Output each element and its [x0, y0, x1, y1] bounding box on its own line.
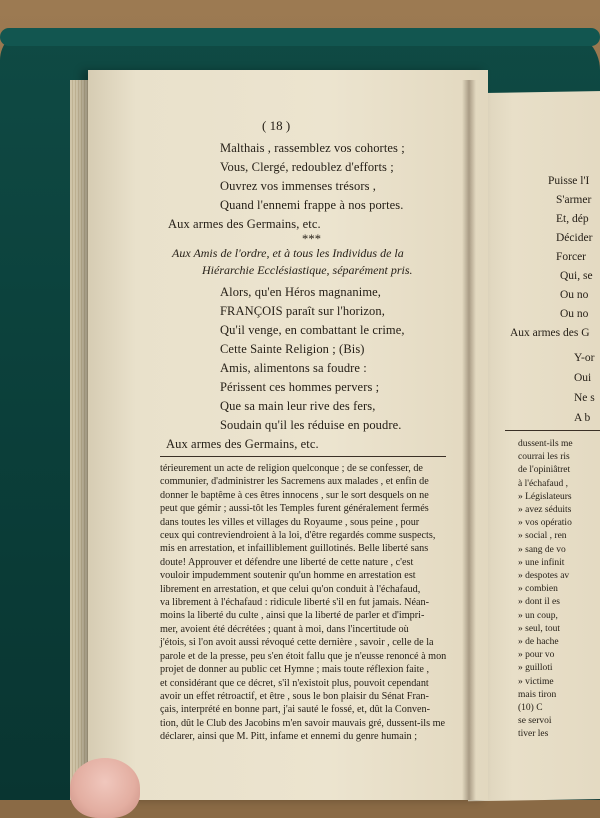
prose-line: avoir un effet rétroactif, et être , sous le bon plaisir du Sénat Fran- — [160, 690, 429, 702]
verse-line: Vous, Clergé, redoublez d'efforts ; — [220, 160, 394, 174]
prose-line: tion, dût le Club des Jacobins m'en savoir mauvais gré, dussent-ils me — [160, 717, 446, 729]
right-prose-line: » combien — [518, 584, 558, 595]
verse-line: Amis, alimentons sa foudre : — [220, 361, 367, 375]
cloth-edge — [0, 28, 600, 46]
prose-line: ceux qui contreviendroient à la loi, d'être regardés comme suspects, — [160, 530, 436, 542]
section-heading-line2: Hiérarchie Ecclésiastique, séparément pris. — [202, 263, 413, 277]
right-prose-line: » de hache — [518, 637, 559, 648]
right-prose-line: » avez séduits — [518, 505, 572, 516]
right-verse-line: Qui, se — [560, 270, 593, 282]
prose-line: çais, interprété en bonne part, j'ai sauté le fossé, et, dût la Conven- — [160, 704, 431, 716]
verse-line: Malthais , rassemblez vos cohortes ; — [220, 141, 405, 155]
verse-line: Soudain qu'il les réduise en poudre. — [220, 418, 402, 432]
right-prose-line: se servoi — [518, 716, 552, 727]
right-prose-line: » une infinit — [518, 557, 565, 568]
prose-line: j'étois, si l'on avoit aussi révoqué cette dernière , savoir , celle de la — [160, 637, 434, 649]
right-verse-line: Ne s — [574, 392, 595, 404]
footnote-prose — [160, 462, 446, 744]
asterism: *** — [302, 232, 322, 246]
right-prose-line: » dont il es — [518, 597, 560, 608]
right-prose-line: tiver les — [518, 729, 549, 740]
prose-line: projet de donner au public cet Hymne ; mais toute réflexion faite , — [160, 664, 430, 676]
right-refrain: Aux armes des G — [510, 327, 590, 339]
verse-line: Ouvrez vos immenses trésors , — [220, 179, 376, 193]
footnote-rule — [160, 456, 446, 457]
right-verse-line: S'armer — [556, 194, 592, 206]
book-gutter — [462, 80, 476, 800]
right-verse-line: Puisse l'I — [548, 175, 590, 187]
verse-line: Alors, qu'en Héros magnanime, — [220, 285, 382, 299]
right-prose-line: mais tiron — [518, 689, 557, 700]
prose-line: mis en arrestation, et infailliblement guillotinés. Belle liberté sans — [160, 543, 429, 555]
refrain: Aux armes des Germains, etc. — [166, 437, 319, 451]
right-footnote-prose — [518, 438, 573, 742]
right-footnote-rule — [505, 430, 600, 431]
right-verse-line: Et, dép — [556, 213, 589, 225]
fingertip — [70, 758, 140, 818]
prose-line: communier, d'administrer les Sacremens aux malades , et enfin de — [160, 476, 429, 488]
right-prose-line: » Législateurs — [518, 491, 572, 502]
page-number: ( 18 ) — [262, 118, 291, 133]
right-verse-line: Forcer — [556, 251, 587, 263]
right-prose-line: » despotes av — [518, 571, 570, 582]
right-prose-line: » un coup, — [518, 610, 558, 621]
right-verse-line: Décider — [556, 232, 593, 244]
prose-line: térieurement un acte de religion quelconque ; de se confesser, de — [160, 463, 423, 474]
right-verse-line: Ou no — [560, 308, 589, 320]
right-verse-line: A b — [574, 412, 591, 424]
prose-line: peut que gémir ; aussi-tôt les Temples furent généralement fermés — [160, 503, 429, 515]
right-prose-line: (10) C — [518, 703, 543, 714]
verse-line: Cette Sainte Religion ; (Bis) — [220, 342, 365, 356]
right-prose-line: de l'opiniâtret — [518, 465, 571, 476]
verse-line: Que sa main leur rive des fers, — [220, 399, 376, 413]
right-prose-line: » pour vo — [518, 650, 555, 661]
prose-line: doute! Approuver et défendre une liberté de cette nature , c'est — [160, 556, 414, 568]
right-prose-line: » vos opératio — [518, 518, 572, 529]
verse-line: Quand l'ennemi frappe à nos portes. — [220, 198, 404, 212]
prose-line: va librement à l'échafaud : ridicule liberté s'il en fut jamais. Néan- — [160, 597, 430, 609]
right-prose-line: » social , ren — [518, 531, 567, 542]
right-verse-line: Ou no — [560, 289, 589, 301]
prose-line: moins la liberté du culte , ainsi que la liberté de parler et d'impri- — [160, 610, 425, 622]
prose-line: déclarer, ainsi que M. Pitt, infame et ennemi du genre humain ; — [160, 731, 418, 743]
refrain: Aux armes des Germains, etc. — [168, 217, 321, 231]
right-verse-line: Oui — [574, 372, 592, 384]
prose-line: mer, avoient été décrétées ; quant à moi, dans l'incertitude où — [160, 623, 409, 635]
prose-line: donner le baptême à ces êtres innocens , sur le sort desquels on ne — [160, 489, 429, 501]
prose-line: librement en arrestation, et que celui qu'on conduit à l'échafaud, — [160, 583, 421, 595]
right-prose-line: dussent-ils me — [518, 439, 573, 449]
prose-line: dans toutes les villes et villages du Royaume , sous peine , pour — [160, 516, 420, 528]
prose-line: parole et de la presse, peu s'en étoit fallu que je n'eusse renoncé à mon — [160, 650, 447, 662]
verse-line: Périssent ces hommes pervers ; — [220, 380, 380, 394]
right-verse-line: Y-or — [574, 352, 595, 364]
right-prose-line: » guilloti — [518, 663, 553, 674]
verse-line: Qu'il venge, en combattant le crime, — [220, 323, 405, 337]
right-prose-line: à l'échafaud , — [518, 478, 568, 489]
right-prose-line: courrai les ris — [518, 452, 570, 463]
prose-line: et considérant que ce décret, s'il n'existoit plus, pouvoit cependant — [160, 677, 429, 689]
right-prose-line: » victime — [518, 676, 554, 687]
verse-line: FRANÇOIS paraît sur l'horizon, — [220, 304, 385, 318]
right-prose-line: » sang de vo — [518, 544, 566, 555]
section-heading-line1: Aux Amis de l'ordre, et à tous les Individus de la — [172, 246, 404, 260]
right-prose-line: » seul, tout — [518, 623, 560, 634]
prose-line: vouloir impudemment soutenir qu'un homme en arrestation est — [160, 570, 416, 582]
